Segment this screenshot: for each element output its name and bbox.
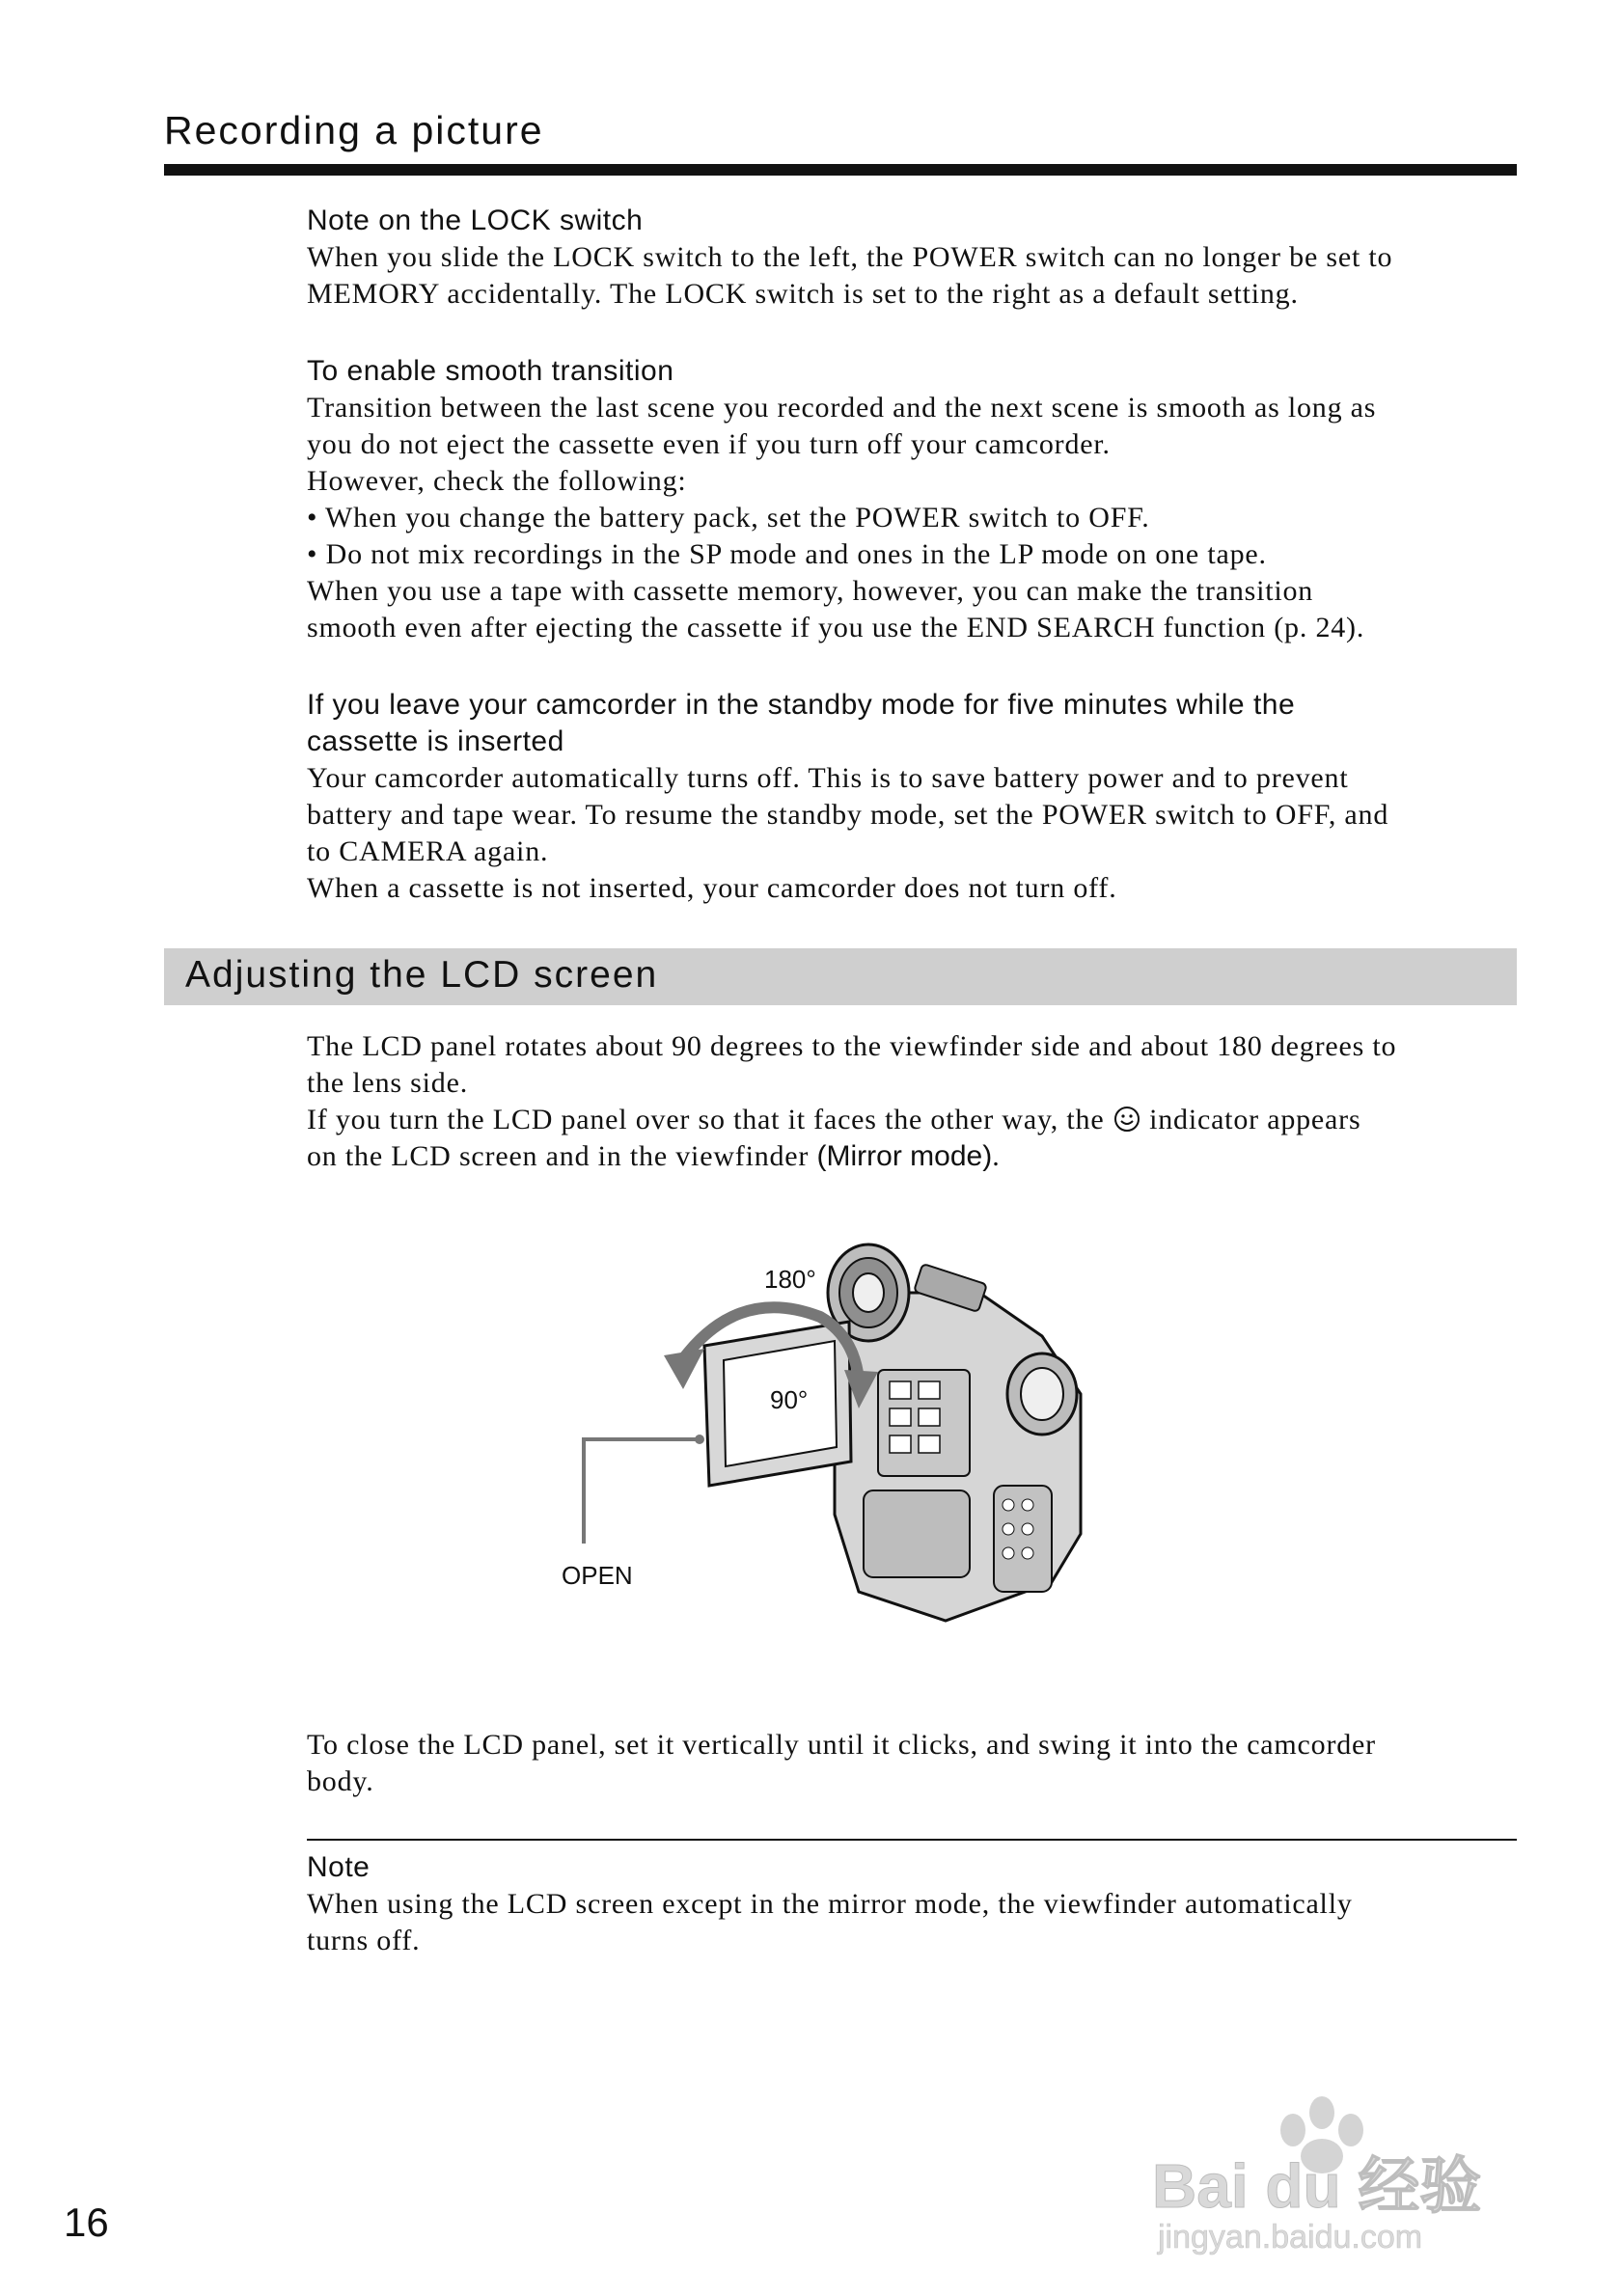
section-title: Adjusting the LCD screen	[185, 954, 659, 996]
watermark-url: jingyan.baidu.com	[1158, 2219, 1423, 2255]
note-line: turns off.	[307, 1925, 421, 1956]
note-rule	[307, 1839, 1517, 1841]
lcd-line-end: .	[992, 1140, 1001, 1172]
standby-line: to CAMERA again.	[307, 835, 549, 867]
lcd-line: the lens side.	[307, 1067, 469, 1099]
baidu-watermark	[1148, 2084, 1553, 2257]
lock-note-line: When you slide the LOCK switch to the left, the POWER switch can no longer be set to	[307, 241, 1393, 273]
lock-note-line: MEMORY accidentally. The LOCK switch is set to the right as a default setting.	[307, 278, 1299, 310]
lcd-line-text: indicator appears	[1149, 1104, 1361, 1135]
standby-heading: If you leave your camcorder in the standby mode for five minutes while the	[307, 689, 1296, 721]
title-rule	[164, 164, 1517, 176]
page-title: Recording a picture	[164, 108, 544, 152]
label-90: 90°	[770, 1385, 809, 1414]
note-line: When using the LCD screen except in the mirror mode, the viewfinder automatically	[307, 1888, 1353, 1920]
label-open: OPEN	[562, 1561, 633, 1590]
smooth-transition-line: you do not eject the cassette even if you turn off your camcorder.	[307, 428, 1111, 460]
watermark-brand: Bai du 经验	[1152, 2151, 1482, 2221]
close-panel-block	[307, 1727, 1519, 1800]
smooth-transition-line: When you use a tape with cassette memory, however, you can make the transition	[307, 575, 1314, 607]
lcd-line: The LCD panel rotates about 90 degrees to the viewfinder side and about 180 degrees to	[307, 1030, 1397, 1062]
lcd-line	[307, 1138, 1519, 1175]
smooth-transition-heading: To enable smooth transition	[307, 355, 674, 387]
close-panel-line: body.	[307, 1765, 374, 1797]
close-panel-line: To close the LCD panel, set it vertically until it clicks, and swing it into the camcorder	[307, 1729, 1376, 1761]
lock-note-heading: Note on the LOCK switch	[307, 205, 644, 236]
standby-line: battery and tape wear. To resume the standby mode, set the POWER switch to OFF, and	[307, 799, 1389, 831]
section-band	[164, 948, 1517, 1005]
standby-line: Your camcorder automatically turns off. This is to save battery power and to prevent	[307, 762, 1349, 794]
standby-heading: cassette is inserted	[307, 725, 564, 757]
smooth-transition-line: smooth even after ejecting the cassette if you use the END SEARCH function (p. 24).	[307, 612, 1365, 643]
mirror-mode-label: (Mirror mode)	[816, 1140, 993, 1172]
smooth-transition-bullet: • When you change the battery pack, set the POWER switch to OFF.	[307, 502, 1150, 533]
mirror-mode-icon	[1113, 1105, 1141, 1134]
lcd-line-text: If you turn the LCD panel over so that it faces the other way, the	[307, 1104, 1105, 1135]
standby-line: When a cassette is not inserted, your camcorder does not turn off.	[307, 872, 1117, 904]
smooth-transition-line: Transition between the last scene you recorded and the next scene is smooth as long as	[307, 392, 1377, 424]
smooth-transition-line: However, check the following:	[307, 465, 687, 497]
lcd-line	[307, 1102, 1519, 1138]
lock-note-block	[307, 203, 1519, 313]
camcorder-illustration	[540, 1225, 1139, 1640]
note-block	[307, 1849, 1519, 1959]
standby-block	[307, 687, 1519, 907]
lcd-description	[307, 1028, 1519, 1175]
page-number: 16	[64, 2200, 109, 2245]
label-180: 180°	[764, 1265, 816, 1294]
lcd-line-text: on the LCD screen and in the viewfinder	[307, 1140, 810, 1172]
smooth-transition-bullet: • Do not mix recordings in the SP mode and ones in the LP mode on one tape.	[307, 538, 1267, 570]
note-heading: Note	[307, 1851, 371, 1883]
smooth-transition-block	[307, 353, 1519, 646]
